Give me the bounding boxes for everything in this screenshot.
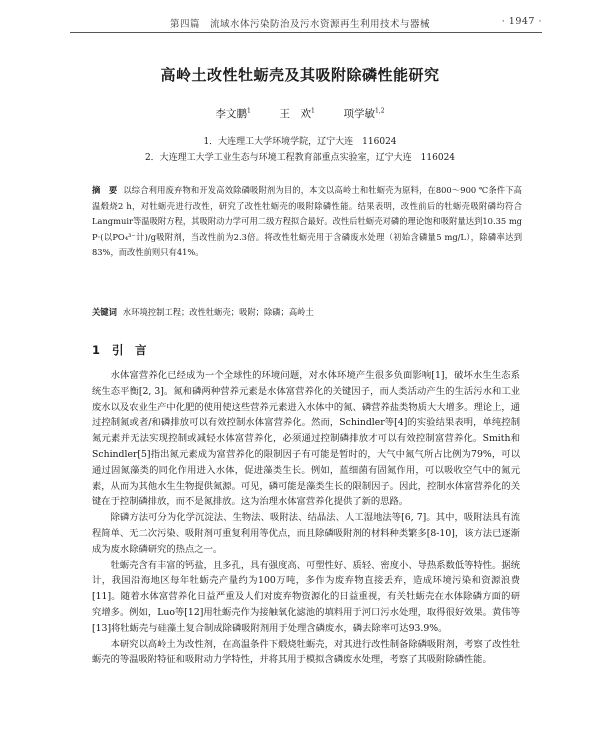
affiliation: 1．大连理工大学环境学院，辽宁大连 116024 <box>203 137 397 147</box>
abstract <box>92 183 522 261</box>
keywords <box>92 306 522 318</box>
paragraph: 除磷方法可分为化学沉淀法、生物法、吸附法、结晶法、人工湿地法等[6, 7]。其中，吸附法具有流程简单、无二次污染、吸附剂可重复利用等优点，而且除磷吸附剂的材料种类繁多[8-10]，该方法已逐渐成为废水除磷研究的热点之一。 <box>92 512 520 555</box>
header-rule <box>70 32 542 33</box>
paragraph: 本研究以高岭土为改性剂，在高温条件下煅烧牡蛎壳，对其进行改性制备除磷吸附剂，考察了改性牡蛎壳的等温吸附特征和吸附动力学特性，并将其用于模拟含磷废水处理，考察了其吸附除磷性能。 <box>92 638 520 666</box>
keywords-label: 关键词 <box>92 307 117 317</box>
author-name: 项学敏 <box>343 108 375 120</box>
author-affiliation-mark: 1 <box>246 107 251 115</box>
running-header <box>70 14 542 30</box>
author-name: 李文鹏 <box>215 108 247 120</box>
keywords-text: 水环境控制工程；改性牡蛎壳；吸附；除磷；高岭土 <box>122 307 314 317</box>
affiliation: 2．大连理工大学工业生态与环境工程教育部重点实验室，辽宁大连 116024 <box>144 153 456 163</box>
abstract-text: 以综合利用废弃物和开发高效除磷吸附剂为目的，本文以高岭土和牡蛎壳为原料，在800～900 ℃条件下高温煅烧2 h，对牡蛎壳进行改性，研究了改性牡蛎壳的吸附除磷性能。结果表明，改性前后的牡蛎壳吸附磷均符合Langmuir等温吸附方程，其吸附动力学可用二级方程拟合最好。改性后牡蛎壳对磷的理论饱和吸附量达到10.35 mg P·(以PO₄³⁻计)/g吸附剂，当改性前为2.3倍。将改性牡蛎壳用于含磷废水处理（初始含磷量5 mg/L），除磷率达到83%，而改性前则只有41%。 <box>92 185 522 257</box>
paragraph: 水体富营养化已经成为一个全球性的环境问题，对水体环境产生很多负面影响[1]，破坏水生生态系统生态平衡[2, 3]。氮和磷两种营养元素是水体富营养化的关键因子，而人类活动产生的生活污水和工业废水以及农业生产中化肥的使用使这些营养元素进入水体中的氮、磷营养盐类物质大大增多。理论上，通过控制氮或者/和磷排放可以有效控制水体富营养化。然而，Schindler等[4]的实验结果表明，单纯控制氮元素并无法实现控制或减轻水体富营养化，必须通过控制磷排放才可以有效控制富营养化。Smith和Schindler[5]指出氮元素成为富营养化的限制因子有可能是暂时的，大气中氮气所占比例为79%，可以通过固氮藻类的同化作用进入水体，促进藻类生长。例如，蓝细菌有固氮作用，可以吸收空气中的氮元素，从而为其他水生生物提供氮源。可见，磷可能是藻类生长的限制因子。因此，控制水体富营养化的关键在于控制磷排放，而不是氮排放。这为治理水体富营养化提供了新的思路。 <box>92 370 520 508</box>
abstract-label: 摘 要 <box>92 185 118 195</box>
page-number: · 1947 · <box>501 16 542 27</box>
author-list <box>0 106 600 121</box>
author-name: 王 欢 <box>279 108 311 120</box>
chapter-title: 第四篇 流域水体污染防治及污水资源再生利用技术与器械 <box>170 19 431 30</box>
paragraph: 牡蛎壳含有丰富的钙盐，且多孔，具有强度高、可塑性好、质轻、密度小、导热系数低等特性。据统计，我国沿海地区每年牡蛎壳产量约为100万吨，多作为废弃物直接丢弃，造成环境污染和资源浪费[11]。随着水体富营养化日益严重及人们对废弃物资源化的日益重视，有关牡蛎壳在水体除磷方面的研究增多。例如，Luo等[12]用牡蛎壳作为接触氧化滤池的填料用于河口污水处理，取得很好效果。黄伟等[13]将牡蛎壳与硅藻土复合制成除磷吸附剂用于处理含磷废水，磷去除率可达93.9%。 <box>92 559 520 634</box>
author-affiliation-mark: 1,2 <box>374 107 385 115</box>
body-text <box>92 368 520 668</box>
section-heading <box>92 342 147 358</box>
section-number: 1 <box>92 343 101 357</box>
paper-title: 高岭土改性牡蛎壳及其吸附除磷性能研究 <box>160 66 440 84</box>
author-affiliation-mark: 1 <box>310 107 315 115</box>
section-title: 引 言 <box>112 343 147 357</box>
